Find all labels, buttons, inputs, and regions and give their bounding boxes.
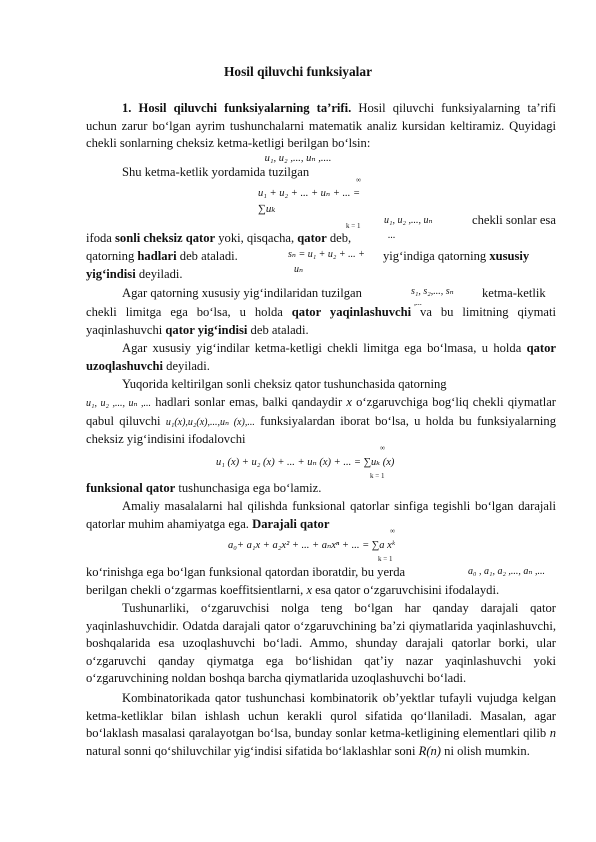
variable-x: x <box>306 583 313 597</box>
paragraph-convergence-intro: Agar qatorning xususiy yig‘indilaridan tuzilgan <box>122 286 362 300</box>
section-heading: 1. Hosil qiluvchi funksiyalarning ta’rifi. <box>122 101 352 115</box>
paragraph-text: qatorning <box>86 249 138 263</box>
paragraph-text: berilgan chekli o‘zgarmas koeffitsientlarni, <box>86 583 307 597</box>
paragraph-series-name <box>86 230 556 248</box>
terms-sequence: u₁, u₂ ,..., uₙ ,... <box>86 398 152 409</box>
paragraph-combinatorics <box>86 690 556 760</box>
paragraph-divergent <box>86 340 556 375</box>
paragraph-text: ni olish mumkin. <box>441 743 530 758</box>
paragraph-definition <box>86 100 556 153</box>
series-index: k = 1 <box>346 222 361 230</box>
paragraph-text: Amaliy masalalarni hal qilishda funksional qatorlar sinfiga tegishli bo‘lgan darajali qatorlar muhim ahamiyatga ega. <box>86 499 556 531</box>
term-convergent: qator yaqinlashuvchi <box>291 305 412 319</box>
paragraph-coefficients <box>86 582 556 600</box>
paragraph-power-intro <box>86 498 556 533</box>
paragraph-text: deb ataladi. <box>247 322 309 337</box>
partial-sum-formula: sₙ = u₁ + u₂ + ... + <box>288 249 365 260</box>
paragraph-text: chekli limitga ega bo‘lsa, u holda <box>86 305 292 319</box>
term-terms: hadlari <box>137 249 177 263</box>
page-title: Hosil qiluvchi funksiyalar <box>223 64 373 79</box>
paragraph-text: va bu limitning qiymati yaqinlashuvchi <box>86 305 557 337</box>
paragraph-text: tushunchasiga ega bo‘lamiz. <box>175 481 322 495</box>
paragraph-text: deb, <box>326 231 352 245</box>
sequence-formula: u₁, u₂ ,..., uₙ ,.... <box>264 153 332 164</box>
paragraph-power-convergence: Tushunarliki, o‘zgaruvchisi nolga teng bo‘lgan har qanday darajali qator yaqinlashuvchidir. Odatda darajali qator o‘zgaruvchining ba’zi qiymatlarida yaqinlashuvchi, boshqalarida esa uzoqlashuvchi bo‘ladi. Ammo, shunday darajali qatorlar borki, ular o‘zgaruvchi qanday qiymatga ega bo‘lishidan qat’iy nazar yaqinlashuvchi yoki o‘zgaruvchining noldan boshqa barcha qiymatlarida uzoqlashuvchi bo‘ladi. <box>86 601 556 686</box>
series-sum: ∑uₖ <box>258 203 276 215</box>
paragraph-partial-sum <box>383 248 559 266</box>
paragraph-text: funksiyalardan iborat bo‘lsa, u holda bu funksiyalarning cheksiz yig‘indisini ifodalovchi <box>86 413 556 447</box>
term-sum: yig‘indisi <box>86 267 136 281</box>
variable-n: n <box>549 726 556 741</box>
term-series: qator <box>297 231 327 245</box>
functional-index: k = 1 <box>370 472 385 480</box>
paragraph-text: esa qator o‘zgaruvchisini ifodalaydi. <box>312 583 500 597</box>
partial-sums-dots: ,... <box>414 298 422 307</box>
functional-infinity: ∞ <box>380 444 385 452</box>
paragraph-text: ifoda <box>86 231 116 245</box>
power-index: k = 1 <box>378 555 393 563</box>
paragraph-text: deyiladi. <box>163 358 210 373</box>
paragraph-text: ketma-ketlik <box>482 286 546 300</box>
partition-function: R(n) <box>418 743 442 758</box>
paragraph-text: deb ataladi. <box>176 249 238 263</box>
paragraph-text: Kombinatorikada qator tushunchasi kombinatorik ob’yektlar tufayli vujudga kelgan ketma-ketliklar bilan ishlash uchun kerakli qurol sifatida qo‘llaniladi. Masalan, agar bo‘laklash masalasi qaralayotgan bo‘lsa, bunday sonlar ketma-ketligining elementlari qilib <box>86 691 556 741</box>
paragraph-text: hadlari sonlar emas, balki qandaydir <box>151 395 347 409</box>
series-dots: ... <box>388 230 396 241</box>
power-infinity: ∞ <box>390 527 395 535</box>
paragraph-text: chekli sonlar esa <box>472 213 556 227</box>
power-series-formula: a₀+ a₁x + a₂x² + ... + aₙxⁿ + ... = ∑a xᵏ <box>228 540 395 551</box>
term-series-sum: qator yig‘indisi <box>165 322 248 337</box>
series-formula: u₁ + u₂ + ... + uₙ + ... = <box>258 188 361 199</box>
series-terms: u₁, u₂ ,..., uₙ <box>384 215 433 226</box>
paragraph-text: Hosil qiluvchi funksiyalarning ta’rifi uchun zarur bo‘lgan ayrim tushunchalarni matematik analiz kursidan keltiramiz. Quyidagi chekli sonlarning cheksiz ketma-ketligi berilgan bo‘lsin: <box>86 101 556 151</box>
partial-sum-last-term: uₙ <box>294 264 304 275</box>
paragraph-functional-series <box>86 480 556 498</box>
paragraph-text: o‘zgaruvchiga bog‘liq chekli qiymatlar qabul qiluvchi <box>86 395 556 428</box>
paragraph-text: deyiladi. <box>135 267 183 281</box>
paragraph-terms <box>86 248 286 266</box>
paragraph-text: yig‘indiga qatorning <box>383 249 490 263</box>
series-infinity: ∞ <box>356 176 361 184</box>
term-divergent: qator uzoqlashuvchi <box>86 341 556 373</box>
paragraph-text: Agar xususiy yig‘indilar ketma-ketligi chekli limitga ega bo‘lmasa, u holda <box>122 341 527 355</box>
functional-series-formula: u₁ (x) + u₂ (x) + ... + uₙ (x) + ... = ∑uₖ (x) <box>216 457 395 468</box>
variable-x: x <box>346 395 352 409</box>
paragraph-series-intro: Shu ketma-ketlik yordamida tuzilgan <box>122 165 310 179</box>
paragraph-convergent <box>86 304 556 339</box>
paragraph-functional-intro: Yuqorida keltirilgan sonli cheksiz qator tushunchasida qatorning <box>122 377 447 391</box>
paragraph-power-form: ko‘rinishga ega bo‘lgan funksional qatordan iboratdir, bu yerda <box>86 565 406 579</box>
paragraph-text: natural sonni qo‘shiluvchilar yig‘indisi sifatida bo‘laklashlar soni <box>86 743 419 758</box>
term-numeric-series: sonli cheksiz qator <box>115 231 216 245</box>
term-functional-series: funksional qator <box>86 481 176 495</box>
term-power-series: Darajali qator <box>252 516 330 531</box>
term-partial: xususiy <box>489 249 530 263</box>
functions-sequence: u₁(x),u₂(x),...,uₙ (x),... <box>165 416 255 428</box>
coefficients: a₀ , a₁, a₂ ,..., aₙ ,... <box>468 566 545 577</box>
paragraph-partial-sum-end <box>86 266 556 284</box>
partial-sums-sequence: s₁, s₂,..., sₙ <box>411 286 454 297</box>
paragraph-functional <box>86 394 556 449</box>
paragraph-text: yoki, qisqacha, <box>215 231 298 245</box>
